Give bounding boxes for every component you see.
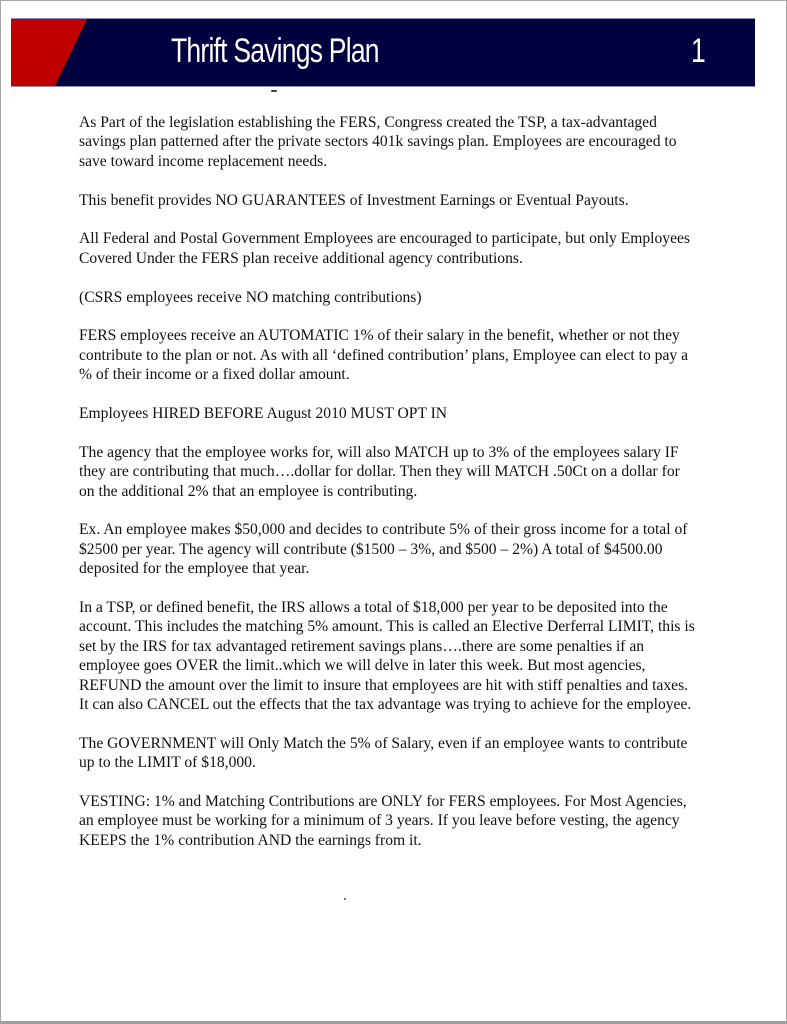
artifact-dot — [344, 898, 346, 900]
paragraph-csrs: (CSRS employees receive NO matching contributions) — [79, 288, 422, 306]
paragraph-opt-in: Employees HIRED BEFORE August 2010 MUST OPT IN — [79, 405, 448, 423]
paragraph-automatic: FERS employees receive an AUTOMATIC 1% of their salary in the benefit, whether or not they contribute to the plan or not. As with all ‘defined contribution’ plans, Employee can elect to pay a % of their income or a fixed dollar amount. — [79, 327, 688, 384]
paragraph-vesting: VESTING: 1% and Matching Contributions are ONLY for FERS employees. For Most Agencies, an employee must be working for a minimum of 3 years. If you leave before vesting, the agency KEEPS the 1% contribution AND the earnings from it. — [79, 793, 687, 849]
paragraph-government-match: The GOVERNMENT will Only Match the 5% of Salary, even if an employee wants to contribute up to the LIMIT of $18,000. — [79, 734, 688, 772]
artifact-mark — [271, 90, 277, 92]
red-accent-stripe — [11, 19, 87, 86]
header-banner — [11, 18, 755, 87]
paragraph-match: The agency that the employee works for, will also MATCH up to 3% of the employees salary IF they are contributing that much….dollar for dollar. Then they will MATCH .50Ct on a dollar for on the additional 2% that an employee is contributing. — [79, 443, 680, 500]
page-title: Thrift Savings Plan — [171, 32, 379, 70]
paragraph-no-guarantees: This benefit provides NO GUARANTEES of Investment Earnings or Eventual Payouts. — [79, 191, 629, 209]
paragraph-participation: All Federal and Postal Government Employees are encouraged to participate, but only Employees Covered Under the FERS plan receive additional agency contributions. — [79, 230, 691, 267]
paragraph-limit: In a TSP, or defined benefit, the IRS allows a total of $18,000 per year to be deposited into the account. This includes the matching 5% amount. This is called an Elective Derferral LIMIT, this is set by the IRS for tax advantaged retirement savings plans….there are some penalties if an employee goes OVER the limit..which we will delve in later this week. But most agencies, REFUND the amount over the limit to insure that employees are hit with stiff penalties and taxes. It can also CANCEL out the effects that the tax advantage was trying to achieve for the employee. — [79, 599, 695, 714]
page-number: 1 — [691, 32, 706, 70]
paragraph-intro: As Part of the legislation establishing the FERS, Congress created the TSP, a tax-advantaged savings plan patterned after the private sectors 401k savings plan. Employees are encouraged to save toward income replacement needs. — [79, 114, 677, 170]
paragraph-example: Ex. An employee makes $50,000 and decides to contribute 5% of their gross income for a total of $2500 per year. The agency will contribute ($1500 – 3%, and $500 – 2%) A total of $4500.00 deposited for the employee that year. — [79, 521, 688, 578]
body-text — [79, 113, 699, 870]
